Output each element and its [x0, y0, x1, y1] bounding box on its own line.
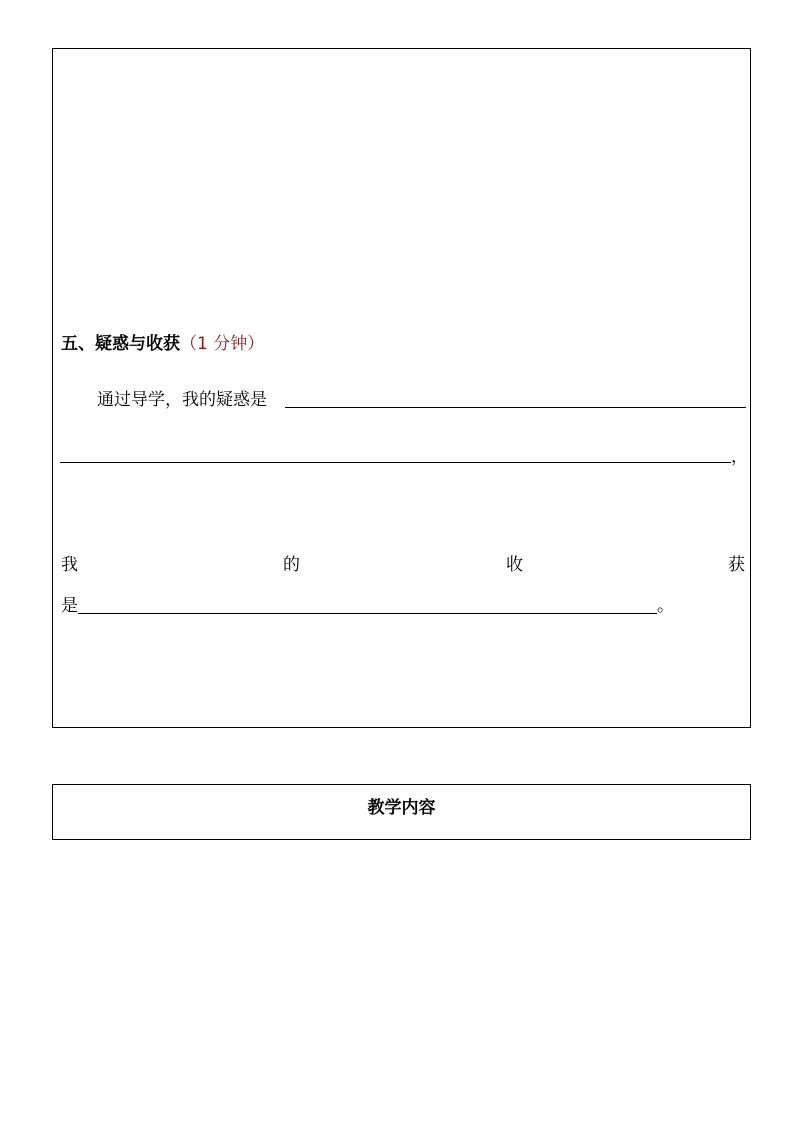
section-title-text: 五、疑惑与收获: [61, 334, 180, 354]
gain-char-3: 收: [506, 555, 523, 575]
gain-char-4: 获: [728, 555, 745, 575]
section-time: （1 分钟）: [180, 334, 265, 354]
gain-char-2: 的: [283, 555, 300, 575]
doubt-blank-line-1[interactable]: [285, 407, 746, 408]
teaching-content-box: [52, 784, 751, 840]
doubt-gain-section-box: [52, 48, 751, 728]
doubt-prefix: 通过导学，我的疑惑是: [97, 390, 267, 410]
doubt-blank-line-2[interactable]: [60, 462, 731, 463]
doubt-end-mark: ，: [731, 447, 748, 467]
section-title: [61, 333, 264, 355]
teaching-content-title: 教学内容: [367, 798, 436, 818]
gain-prefix: 是: [61, 596, 78, 616]
gain-end-mark: 。: [657, 596, 674, 616]
gain-char-1: 我: [61, 555, 78, 575]
gain-blank-line[interactable]: [78, 613, 657, 614]
